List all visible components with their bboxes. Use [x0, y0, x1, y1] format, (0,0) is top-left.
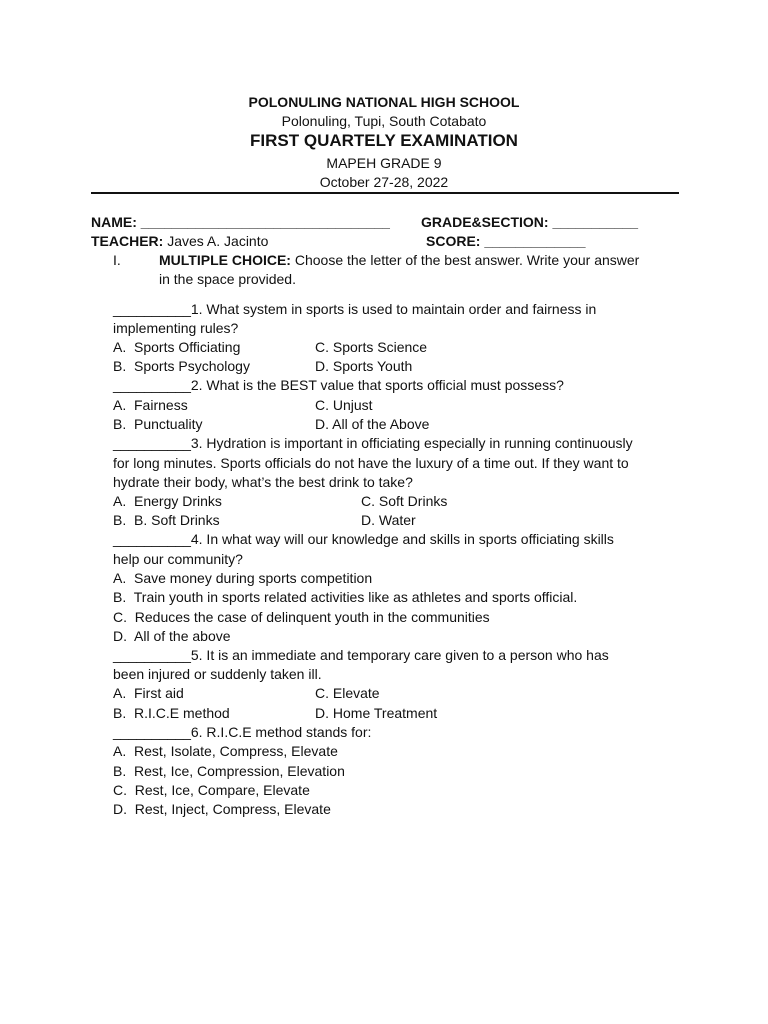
section-title: MULTIPLE CHOICE: [159, 252, 291, 268]
question-1-option-d: D. Sports Youth [315, 358, 413, 374]
question-1-option-c: C. Sports Science [315, 339, 428, 355]
question-1-option-a: A. Sports Officiating [113, 339, 241, 355]
question-5-text-cont: been injured or suddenly taken ill. [113, 666, 322, 682]
question-3-text: __________3. Hydration is important in officiating especially in running continuously [113, 435, 633, 451]
score-field: SCORE: _____________ [426, 233, 586, 249]
question-2-option-a: A. Fairness [113, 397, 188, 413]
teacher-label: TEACHER: [91, 233, 164, 249]
question-6-option-a: A. Rest, Isolate, Compress, Elevate [113, 743, 338, 759]
section-number: I. [113, 252, 121, 268]
question-3-option-d: D. Water [361, 512, 416, 528]
question-1-option-b: B. Sports Psychology [113, 358, 250, 374]
question-2-option-c: C. Unjust [315, 397, 373, 413]
question-2-option-b: B. Punctuality [113, 416, 203, 432]
teacher-field [91, 233, 268, 249]
exam-title: FIRST QUARTELY EXAMINATION [250, 131, 518, 150]
question-3-option-b: B. B. Soft Drinks [113, 512, 220, 528]
question-2-text: __________2. What is the BEST value that sports official must possess? [113, 377, 564, 393]
question-5-text: __________5. It is an immediate and temporary care given to a person who has [113, 647, 609, 663]
question-3-text-cont-2: hydrate their body, what’s the best drink to take? [113, 474, 413, 490]
question-2-option-d: D. All of the Above [315, 416, 430, 432]
question-4-option-d: D. All of the above [113, 628, 231, 644]
section-instruction: Choose the letter of the best answer. Write your answer [290, 252, 640, 268]
grade-section-field: GRADE&SECTION: ___________ [421, 214, 639, 230]
question-5-option-c: C. Elevate [315, 685, 380, 701]
question-1-text: __________1. What system in sports is used to maintain order and fairness in [113, 301, 597, 317]
question-4-text-cont: help our community? [113, 551, 243, 567]
question-1-text-cont: implementing rules? [113, 320, 239, 336]
question-6-option-b: B. Rest, Ice, Compression, Elevation [113, 763, 345, 779]
question-5-option-b: B. R.I.C.E method [113, 705, 230, 721]
question-5-option-a: A. First aid [113, 685, 184, 701]
header-divider [91, 192, 679, 194]
question-5-option-d: D. Home Treatment [315, 705, 438, 721]
question-6-text: __________6. R.I.C.E method stands for: [113, 724, 372, 740]
question-3-option-a: A. Energy Drinks [113, 493, 222, 509]
name-field: NAME: ________________________________ [91, 214, 390, 230]
question-6-option-d: D. Rest, Inject, Compress, Elevate [113, 801, 331, 817]
section-instruction-cont: in the space provided. [159, 271, 296, 287]
school-address: Polonuling, Tupi, South Cotabato [281, 113, 487, 129]
school-name: POLONULING NATIONAL HIGH SCHOOL [248, 94, 520, 110]
subject-grade: MAPEH GRADE 9 [326, 155, 442, 171]
teacher-name: Javes A. Jacinto [163, 233, 269, 249]
question-4-text: __________4. In what way will our knowledge and skills in sports officiating skills [113, 531, 614, 547]
question-4-option-b: B. Train youth in sports related activities like as athletes and sports official. [113, 589, 578, 605]
question-4-option-c: C. Reduces the case of delinquent youth in the communities [113, 609, 490, 625]
exam-date: October 27-28, 2022 [319, 174, 449, 190]
question-3-text-cont: for long minutes. Sports officials do not have the luxury of a time out. If they want to [113, 455, 629, 471]
question-6-option-c: C. Rest, Ice, Compare, Elevate [113, 782, 310, 798]
section-heading [159, 252, 639, 268]
question-3-option-c: C. Soft Drinks [361, 493, 448, 509]
question-4-option-a: A. Save money during sports competition [113, 570, 373, 586]
